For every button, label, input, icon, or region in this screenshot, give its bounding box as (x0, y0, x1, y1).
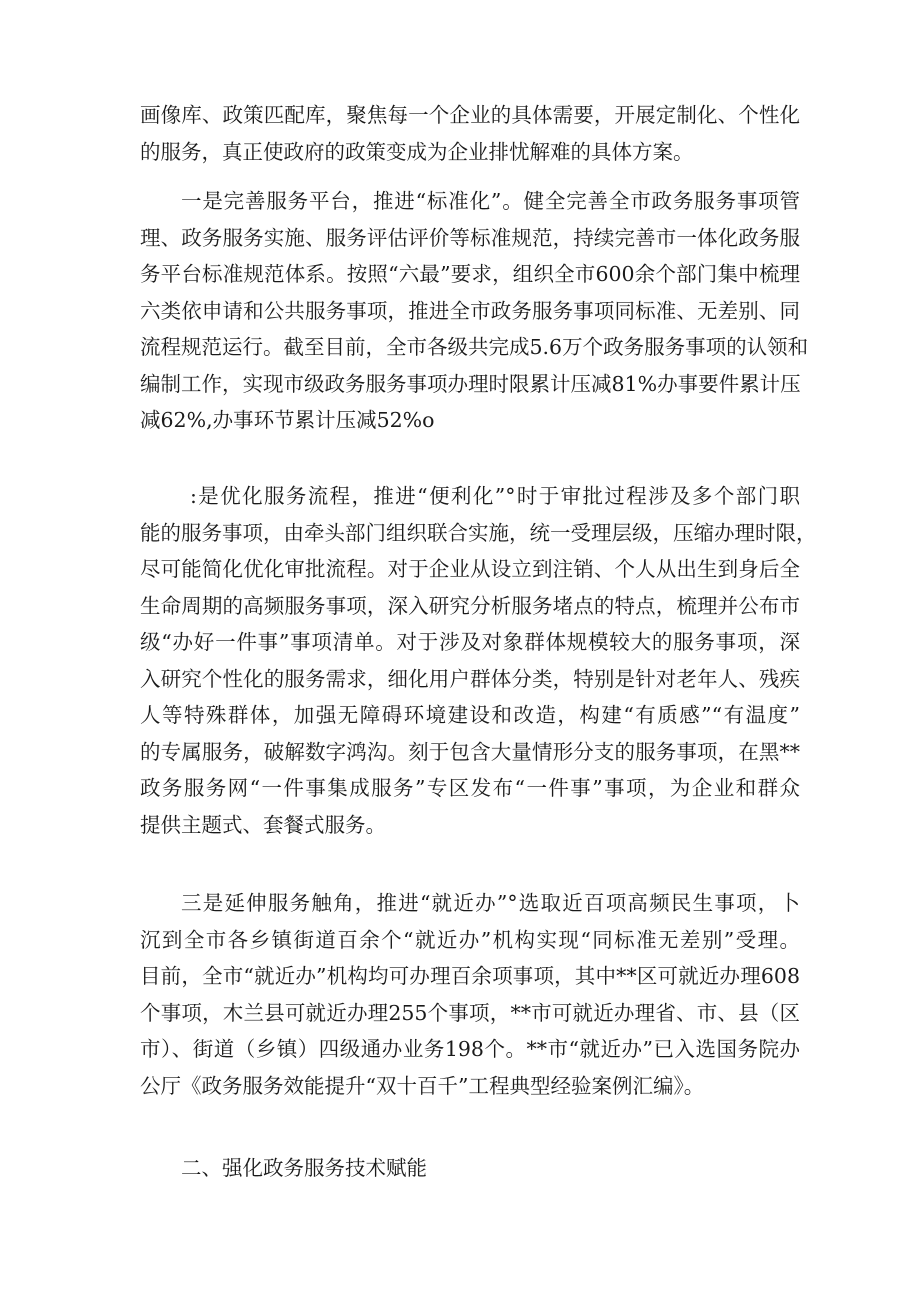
text-line: 级“办好一件事”事项清单。对于涉及对象群体规模较大的服务事项，深 (140, 630, 800, 654)
text-line: 市）、街道（乡镇）四级通办业务198个。**市“就近办”已入选国务院办 (140, 1037, 800, 1061)
text-line: 入研究个性化的服务需求，细化用户群体分类，特别是针对老年人、残疾 (140, 666, 800, 691)
text-line: 一是完善服务平台，推进“标准化”。健全完善全市政务服务事项管 (181, 189, 800, 213)
text-line: 生命周期的高频服务事项，深入研究分析服务堵点的特点，梳理并公布市 (140, 593, 800, 618)
text-line: 编制工作，实现市级政务服务事项办理时限累计压减81%办事要件累计压 (140, 371, 801, 396)
text-line: 人等特殊群体，加强无障碍环境建设和改造，构建“有质感”“有温度” (140, 703, 800, 727)
paragraph-point-one (140, 183, 809, 439)
text-line: 政务服务网“一件事集成服务”专区发布“一件事”事项，为企业和群众 (140, 776, 800, 800)
text-line: 提供主题式、套餐式服务。 (140, 812, 386, 837)
text-line: 务平台标准规范体系。按照“六最”要求，组织全市600余个部门集中梳理 (140, 262, 800, 286)
text-line: 减62%,办事环节累计压减52%o (140, 408, 435, 432)
section-heading (140, 1150, 800, 1187)
text-line: 公厅《政务服务效能提升“双十百千”工程典型经验案例汇编》。 (140, 1073, 705, 1098)
text-line: 沉到全市各乡镇街道百余个“就近办”机构实现“同标准无差别”受理。 (140, 927, 800, 952)
text-line: 理、政务服务实施、服务评估评价等标准规范，持续完善市一体化政务服 (140, 225, 800, 250)
heading-line: 二、强化政务服务技术赋能 (181, 1156, 427, 1180)
paragraph-intro-continued (140, 97, 800, 170)
text-line: 目前，全市“就近办”机构均可办理百余项事项，其中**区可就近办理608 (140, 964, 800, 988)
text-line: 六类依申请和公共服务事项，推进全市政务服务事项同标准、无差别、同 (140, 298, 800, 323)
text-line: 能的服务事项，由牵头部门组织联合实施，统一受理层级，压缩办理时限， (140, 520, 817, 545)
paragraph-point-three (140, 885, 800, 1104)
paragraph-point-two (140, 478, 817, 843)
text-line: 三是延伸服务触角，推进“就近办”°选取近百项高频民生事项，卜 (181, 891, 800, 915)
text-line: 画像库、政策匹配库，聚焦每一个企业的具体需要，开展定制化、个性化 (140, 103, 800, 127)
text-line: 的服务，真正使政府的政策变成为企业排忧解难的具体方案。 (140, 139, 694, 164)
text-line: 流程规范运行。截至目前，全市各级共完成5.6万个政务服务事项的认领和 (140, 335, 809, 359)
text-line: :是优化服务流程，推进“便利化”°时于审批过程涉及多个部门职 (190, 484, 800, 508)
text-line: 的专属服务，破解数字鸿沟。刻于包含大量情形分支的服务事项，在黑** (140, 739, 800, 764)
text-line: 个事项，木兰县可就近办理255个事项，**市可就近办理省、市、县（区 (140, 1000, 800, 1025)
text-line: 尽可能简化优化审批流程。对于企业从设立到注销、个人从出生到身后全 (140, 557, 800, 581)
